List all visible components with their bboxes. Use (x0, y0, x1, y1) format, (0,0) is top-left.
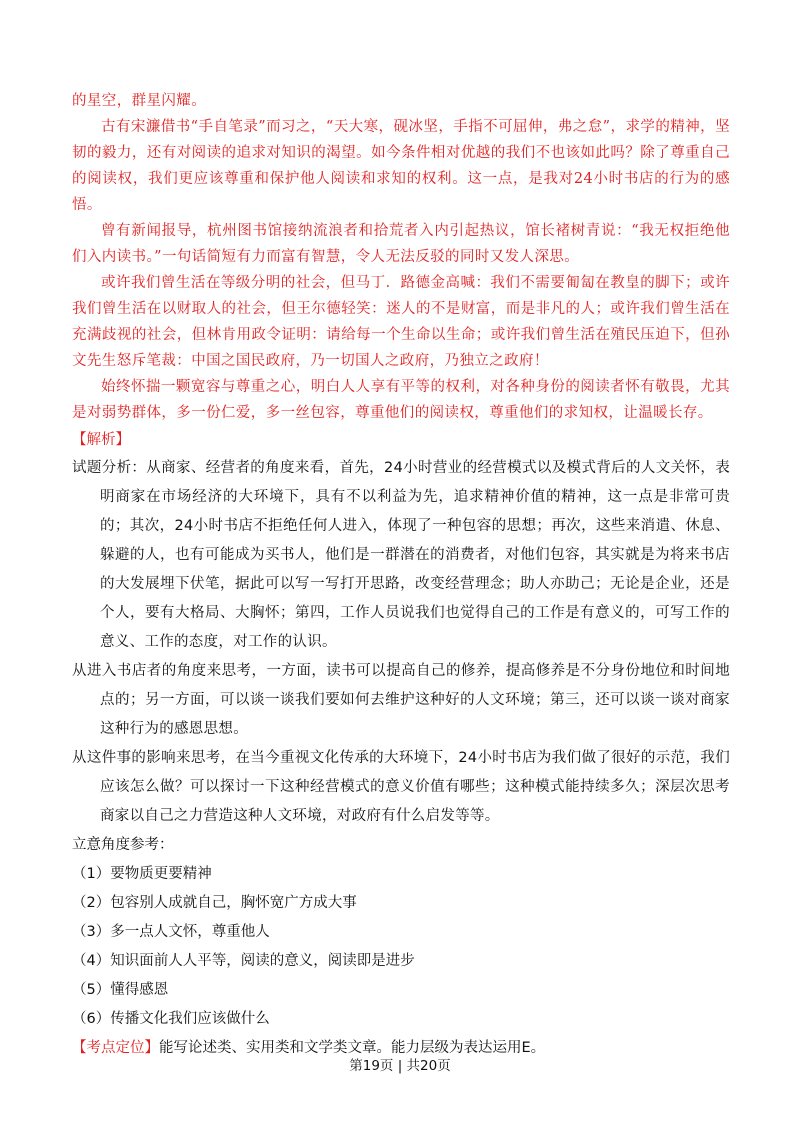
kaodian-tag: 【考点定位】 (72, 1040, 159, 1056)
sample-essay (72, 88, 730, 426)
analysis-heading: 【解析】 (72, 432, 130, 448)
analysis-shiti: 试题分析：从商家、经营者的角度来看，首先，24小时营业的经营模式以及模式背后的人文关怀，表明商家在市场经济的大环境下，具有不以利益为先，追求精神价值的精神，这一点是非常可贵的；其次，24小时书店不拒绝任何人进入，体现了一种包容的思想；再次，这些来消遣、休息、躲避的人，也有可能成为买书人，他们是一群潜在的消费者，对他们包容，其实就是为将来书店的大发展埋下伏笔，据此可以写一写打开思路，改变经营理念；助人亦助己；无论是企业，还是个人，要有大格局、大胸怀；第四，工作人员说我们也觉得自己的工作是有意义的，可写工作的意义、工作的态度，对工作的认识。 (72, 460, 730, 650)
angle-item: （4）知识面前人人平等，阅读的意义，阅读即是进步 (72, 953, 415, 969)
analysis-section (72, 426, 730, 1063)
page-footer: 第19页 | 共20页 (349, 1058, 451, 1074)
angle-item: （3）多一点人文怀，尊重他人 (72, 924, 270, 940)
essay-paragraph-3: 或许我们曾生活在等级分明的社会，但马丁．路德金高喊：我们不需要匍匐在教皇的脚下；或许我们曾生活在以财取人的社会，但王尔德轻笑：迷人的不是财富，而是非凡的人；或许我们曾生活在充满歧视的社会，但林肯用政令证明：请给每一个生命以生命；或许我们曾生活在殖民压迫下，但孙文先生怒斥笔裁：中国之国民政府，乃一切国人之政府，乃独立之政府！ (72, 275, 730, 369)
kaodian-text: 能写论述类、实用类和文学类文章。能力层级为表达运用E。 (159, 1040, 546, 1056)
angle-item: （2）包容别人成就自己，胸怀宽广方成大事 (72, 895, 357, 911)
angle-item: （6）传播文化我们应该做什么 (72, 1011, 270, 1027)
angle-list (72, 860, 730, 1034)
essay-paragraph-0: 的星空，群星闪耀。 (72, 93, 207, 109)
analysis-reader-perspective: 从进入书店者的角度来思考，一方面，读书可以提高自己的修养，提高修养是不分身份地位和时间地点的；另一方面，可以谈一谈我们要如何去维护这种好的人文环境；第三，还可以谈一谈对商家这种行为的感恩思想。 (72, 663, 730, 737)
angle-title: 立意角度参考： (72, 837, 174, 853)
angle-item: （1）要物质更要精神 (72, 866, 212, 882)
angle-item: （5）懂得感恩 (72, 982, 169, 998)
essay-paragraph-2: 曾有新闻报导，杭州图书馆接纳流浪者和拾荒者入内引起热议，馆长褚树青说：“我无权拒绝他们入内读书。”一句话简短有力而富有智慧，令人无法反驳的同时又发人深思。 (72, 223, 730, 265)
analysis-impact-perspective: 从这件事的影响来思考，在当今重视文化传承的大环境下，24小时书店为我们做了很好的示范，我们应该怎么做？可以探讨一下这种经营模式的意义价值有哪些；这种模式能持续多久；深层次思考商家以自己之力营造这种人文环境，对政府有什么启发等等。 (72, 750, 730, 824)
essay-paragraph-1: 古有宋濂借书“手自笔录”而习之，“天大寒，砚冰坚，手指不可屈伸，弗之怠”，求学的精神，坚韧的毅力，还有对阅读的追求对知识的渴望。如今条件相对优越的我们不也该如此吗？除了尊重自己的阅读权，我们更应该尊重和保护他人阅读和求知的权利。这一点，是我对24小时书店的行为的感悟。 (72, 119, 730, 213)
essay-paragraph-4: 始终怀揣一颗宽容与尊重之心，明白人人享有平等的权利，对各种身份的阅读者怀有敬畏，尤其是对弱势群体，多一份仁爱，多一丝包容，尊重他们的阅读权，尊重他们的求知权，让温暖长存。 (72, 379, 730, 421)
